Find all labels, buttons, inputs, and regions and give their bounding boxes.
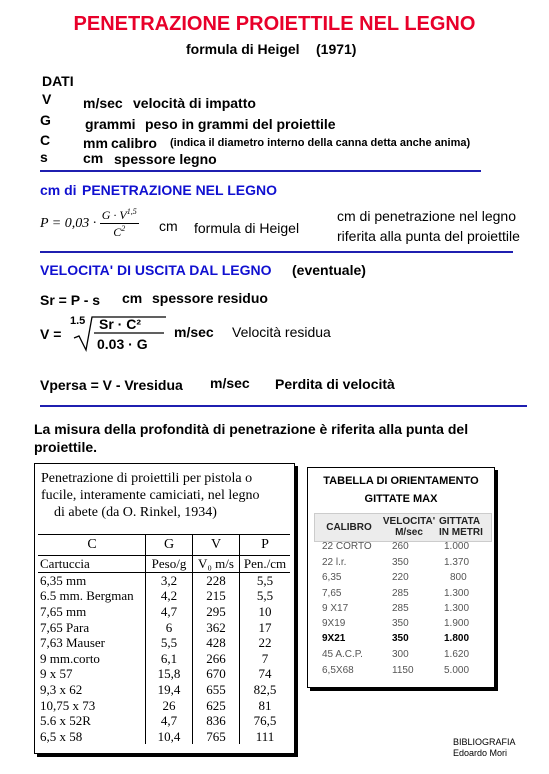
v-lhs: V = <box>40 326 62 342</box>
note-line-2: proiettile. <box>34 439 98 455</box>
table-cell: 5.6 x 52R <box>38 713 146 729</box>
table-cell: 6,1 <box>146 651 193 667</box>
penetration-note-2: riferita alla punta del proiettile <box>337 228 520 244</box>
vpersa-unit: m/sec <box>210 375 250 391</box>
rinkel-subheader: Peso/g <box>146 556 193 573</box>
rinkel-table <box>34 463 295 754</box>
subtitle-year: (1971) <box>316 41 357 57</box>
orientation-table <box>307 467 495 688</box>
table-cell: 22 CORTO <box>322 541 372 552</box>
table-cell: 6,35 <box>322 572 342 583</box>
table-cell: 285 <box>392 588 409 599</box>
dati-unit-c: mm <box>83 135 108 151</box>
v-label: Velocità residua <box>232 324 331 340</box>
page-title: PENETRAZIONE PROIETTILE NEL LEGNO <box>73 13 476 35</box>
v-unit: m/sec <box>174 324 214 340</box>
table-row <box>38 572 290 588</box>
table-cell: 10 <box>258 604 272 620</box>
table-row <box>38 713 290 729</box>
table-cell: 350 <box>392 618 409 629</box>
list-item <box>308 557 494 572</box>
table-cell: 5,5 <box>256 588 274 604</box>
exit-velocity-note: (eventuale) <box>292 262 366 278</box>
rinkel-caption-3: di abete (da O. Rinkel, 1934) <box>54 505 217 520</box>
penetration-unit: cm di <box>40 182 77 198</box>
subtitle: formula di Heigel <box>186 41 300 57</box>
table-cell: 285 <box>392 603 409 614</box>
sr-label: spessore residuo <box>152 290 268 306</box>
orientation-header-velocity-unit: M/sec <box>395 527 423 538</box>
rinkel-header-p: P <box>240 535 291 556</box>
formula-exponent: 1,5 <box>126 207 137 216</box>
bibliography-label: BIBLIOGRAFIA <box>453 737 516 747</box>
table-cell: 350 <box>392 557 409 568</box>
table-cell: 5,5 <box>256 572 274 588</box>
penetration-formula-unit: cm <box>159 218 178 234</box>
table-cell: 4,2 <box>146 588 193 604</box>
list-item <box>308 649 494 664</box>
table-cell: 800 <box>450 572 467 583</box>
table-cell: 10,4 <box>146 729 193 745</box>
v-denominator: 0.03 · G <box>97 336 148 352</box>
table-cell: 22 l.r. <box>322 557 347 568</box>
table-cell: 1.300 <box>444 588 470 599</box>
rinkel-caption <box>41 470 287 521</box>
sr-formula: Sr = P - s <box>40 292 101 308</box>
rinkel-header-c: C <box>38 535 146 556</box>
rinkel-data-table <box>38 534 290 744</box>
list-item <box>308 603 494 618</box>
table-cell: 81 <box>258 697 272 713</box>
formula-numerator: G · V <box>101 208 127 222</box>
dati-unit-s: cm <box>83 150 104 166</box>
penetration-formula <box>40 207 139 240</box>
root-index: 1.5 <box>70 315 86 327</box>
table-cell: 7,65 mm <box>38 604 146 620</box>
orientation-header-velocity: VELOCITA' <box>382 516 436 527</box>
list-item <box>308 541 494 556</box>
table-cell: 6,35 mm <box>38 572 146 588</box>
table-cell: 1.900 <box>444 618 470 629</box>
table-cell: 15,8 <box>146 666 193 682</box>
table-cell: 111 <box>255 728 275 744</box>
table-cell: 6,5 x 58 <box>38 729 146 745</box>
table-cell: 7,65 Para <box>38 619 146 635</box>
list-item <box>308 665 494 680</box>
table-cell: 4,7 <box>146 713 193 729</box>
table-cell: 350 <box>392 633 409 644</box>
table-cell: 5.000 <box>444 665 470 676</box>
penetration-heading: PENETRAZIONE NEL LEGNO <box>82 182 277 198</box>
table-row <box>38 682 290 698</box>
table-cell: 1.000 <box>444 541 470 552</box>
rinkel-subheader: Pen./cm <box>240 556 291 573</box>
dati-sym-c: C <box>40 132 51 148</box>
table-cell: 1.800 <box>444 633 470 644</box>
table-cell: 625 <box>193 697 240 713</box>
bibliography-author: Edoardo Mori <box>453 748 508 758</box>
rinkel-caption-1: Penetrazione di proiettili per pistola o <box>41 471 253 486</box>
table-cell: 5,5 <box>146 635 193 651</box>
table-cell: 6.5 mm. Bergman <box>38 588 146 604</box>
dati-sym-v: V <box>42 91 52 107</box>
table-cell: 22 <box>258 635 272 651</box>
table-cell: 9 X17 <box>322 603 349 614</box>
table-cell: 9 x 57 <box>38 666 146 682</box>
table-row <box>38 635 290 651</box>
table-cell: 26 <box>146 697 193 713</box>
exit-velocity-heading: VELOCITA' DI USCITA DAL LEGNO <box>40 262 272 278</box>
table-cell: 17 <box>258 619 272 635</box>
table-row <box>38 588 290 604</box>
v-numerator: Sr · C² <box>99 316 141 332</box>
table-cell: 655 <box>193 682 240 698</box>
table-cell: 1150 <box>392 665 414 676</box>
dati-desc-c: calibro <box>111 135 157 151</box>
table-cell: 228 <box>193 572 240 588</box>
table-cell: 45 A.C.P. <box>322 649 363 660</box>
table-cell: 428 <box>193 635 240 651</box>
table-cell: 836 <box>193 713 240 729</box>
table-row <box>38 697 290 713</box>
formula-fraction <box>100 207 139 240</box>
table-row <box>38 729 290 745</box>
table-cell: 295 <box>193 604 240 620</box>
orientation-header <box>314 513 492 542</box>
table-cell: 220 <box>392 572 409 583</box>
dati-desc-s: spessore legno <box>114 151 217 167</box>
table-cell: 6 <box>146 619 193 635</box>
dati-heading: DATI <box>42 73 74 89</box>
table-cell: 1.300 <box>444 603 470 614</box>
table-cell: 76,5 <box>253 713 277 729</box>
orientation-header-gittata-unit: IN METRI <box>439 527 483 538</box>
list-item <box>308 572 494 587</box>
table-cell: 1.620 <box>444 649 470 660</box>
dati-desc-v: velocità di impatto <box>133 95 256 111</box>
rinkel-header-v: V <box>193 535 240 556</box>
formula-den-exponent: 2 <box>121 224 126 233</box>
table-cell: 3,2 <box>146 572 193 588</box>
rinkel-subheader: Cartuccia <box>38 556 146 573</box>
table-cell: 7,65 <box>322 588 342 599</box>
table-cell: 9,3 x 62 <box>38 682 146 698</box>
dati-note-c: (indica il diametro interno della canna detta anche anima) <box>170 137 471 149</box>
rinkel-subheader: V₀ m/s <box>193 556 240 573</box>
table-cell: 74 <box>258 666 272 682</box>
penetration-note-1: cm di penetrazione nel legno <box>337 208 517 224</box>
table-cell: 6,5X68 <box>322 665 354 676</box>
dati-sym-s: s <box>40 149 48 165</box>
list-item <box>308 618 494 633</box>
table-cell: 19,4 <box>146 682 193 698</box>
table-row <box>38 666 290 682</box>
orientation-title: TABELLA DI ORIENTAMENTO <box>323 475 479 487</box>
table-cell: 9X21 <box>322 633 346 644</box>
table-cell: 266 <box>193 651 240 667</box>
vpersa-label: Perdita di velocità <box>275 376 395 392</box>
table-cell: 215 <box>193 588 240 604</box>
table-cell: 82,5 <box>253 682 277 698</box>
table-cell: 260 <box>392 541 409 552</box>
orientation-header-gittata: GITTATA <box>439 516 481 527</box>
table-cell: 7 <box>261 650 269 666</box>
divider <box>40 251 513 253</box>
table-cell: 9 mm.corto <box>38 651 146 667</box>
table-cell: 362 <box>193 619 240 635</box>
dati-unit-v: m/sec <box>83 95 123 111</box>
table-row <box>38 651 290 667</box>
orientation-subtitle: GITTATE MAX <box>364 493 438 505</box>
table-cell: 765 <box>193 729 240 745</box>
table-cell: 300 <box>392 649 409 660</box>
table-cell: 4,7 <box>146 604 193 620</box>
divider <box>40 170 481 172</box>
rinkel-header-g: G <box>146 535 193 556</box>
table-cell: 670 <box>193 666 240 682</box>
rinkel-caption-2: fucile, interamente camiciati, nel legno <box>41 488 260 503</box>
sr-unit: cm <box>122 290 143 306</box>
list-item <box>308 633 494 648</box>
orientation-header-calibro: CALIBRO <box>326 522 372 533</box>
vpersa-formula: Vpersa = V - Vresidua <box>40 377 183 393</box>
penetration-label: formula di Heigel <box>194 220 300 236</box>
table-row <box>38 619 290 635</box>
list-item <box>308 588 494 603</box>
table-row <box>38 604 290 620</box>
note-line-1: La misura della profondità di penetrazione è riferita alla punta del <box>34 421 469 437</box>
table-cell: 1.370 <box>444 557 470 568</box>
divider <box>40 405 527 407</box>
formula-lhs: P = 0,03 · <box>40 215 97 231</box>
formula-denominator: C <box>113 225 122 239</box>
table-cell: 10,75 x 73 <box>38 697 146 713</box>
dati-sym-g: G <box>40 112 51 128</box>
table-cell: 7,63 Mauser <box>38 635 146 651</box>
table-cell: 9X19 <box>322 618 346 629</box>
dati-unit-g: grammi <box>85 116 136 132</box>
dati-desc-g: peso in grammi del proiettile <box>145 116 336 132</box>
